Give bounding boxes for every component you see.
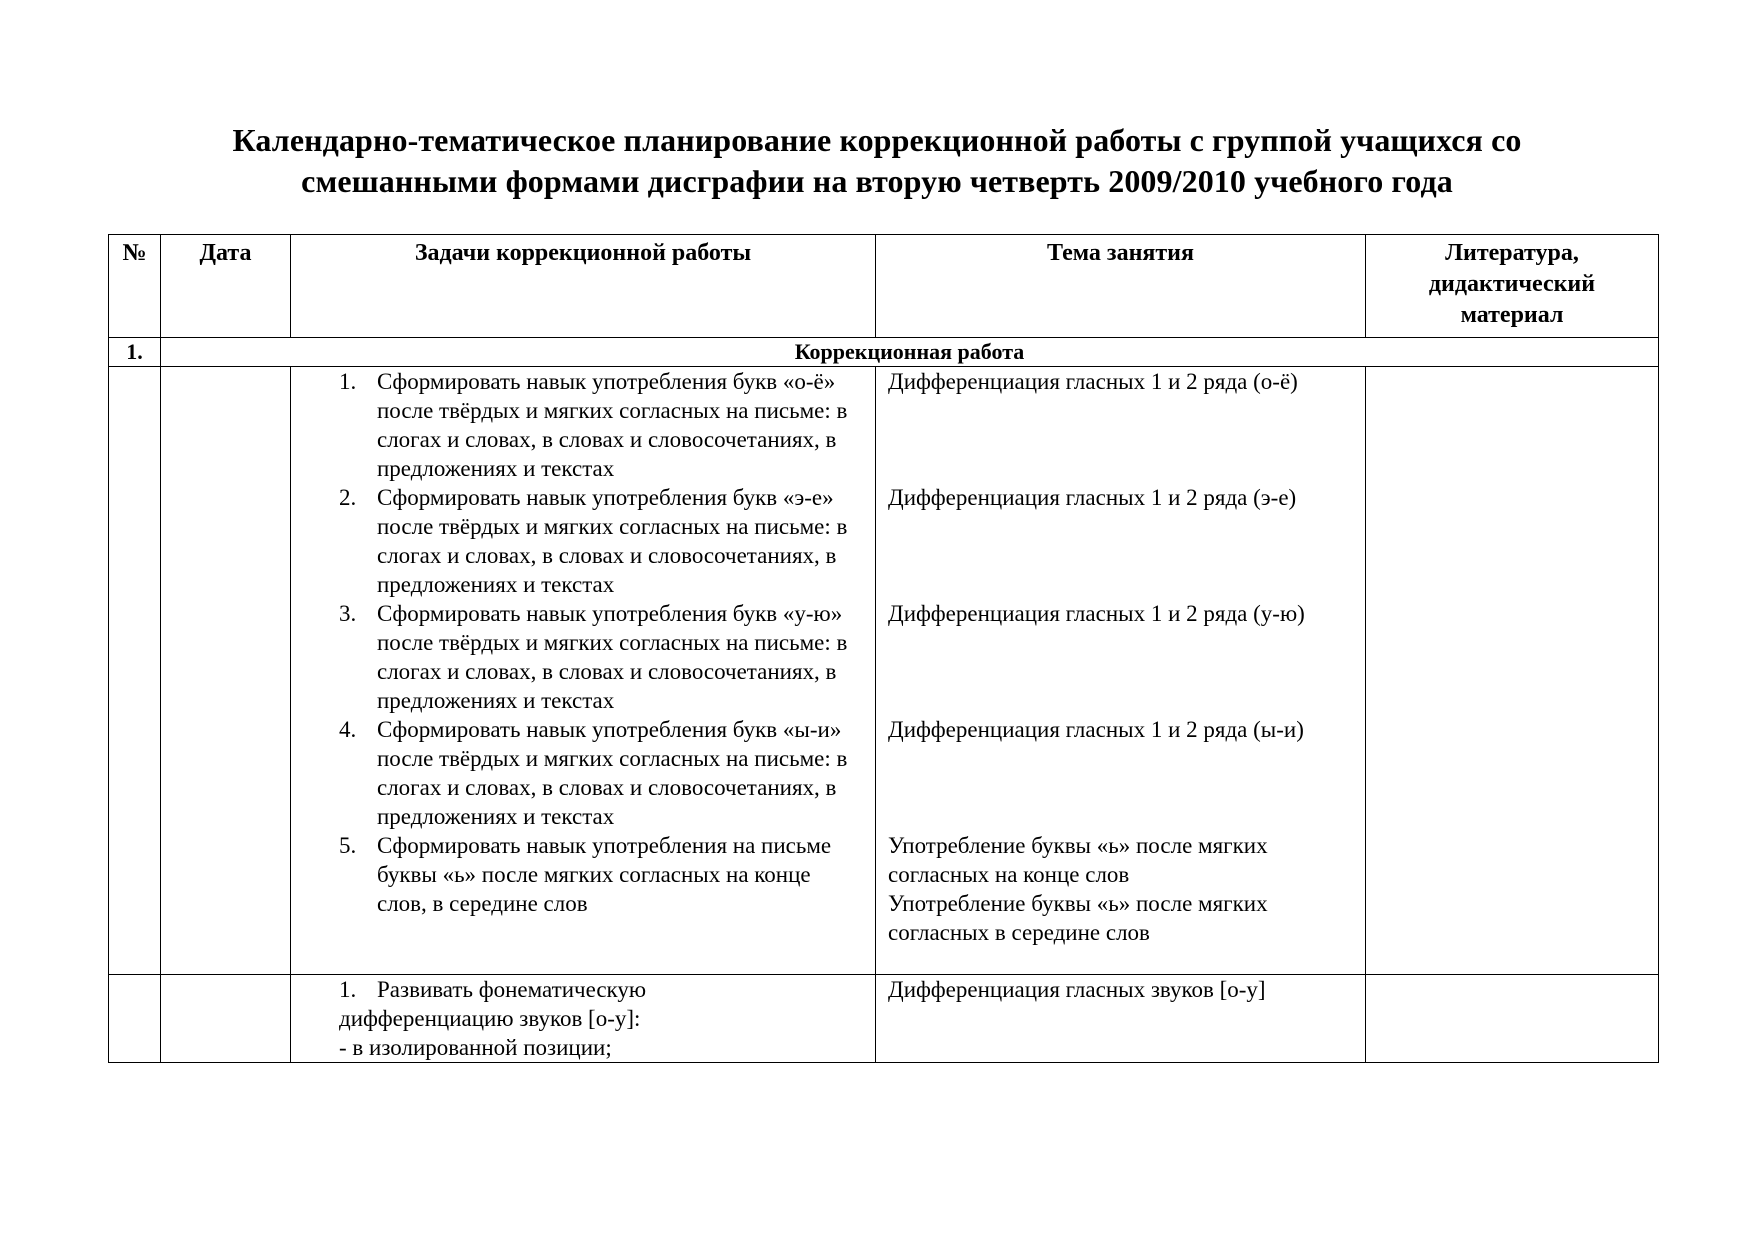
header-tasks: Задачи коррекционной работы <box>291 235 876 338</box>
row-number-cell <box>109 975 161 1063</box>
section-row <box>109 338 1659 367</box>
topic-text: Дифференциация гласных 1 и 2 ряда (о-ё) <box>888 369 1298 394</box>
task-number: 3. <box>339 601 357 626</box>
header-date: Дата <box>161 235 291 338</box>
topic-text: Дифференциация гласных 1 и 2 ряда (у-ю) <box>888 601 1305 626</box>
task-line: дифференциацию звуков [о-у]: <box>339 1006 641 1031</box>
list-item <box>339 367 863 483</box>
topic-text: Дифференциация гласных звуков [о-у] <box>888 977 1266 1002</box>
task-text: Сформировать навык употребления букв «о-ё» после твёрдых и мягких согласных на письме: в слогах и словах, в словах и словосочетаниях, в предложениях и текстах <box>377 369 848 481</box>
task-text: Сформировать навык употребления на письме буквы «ь» после мягких согласных на конце слов, в середине слов <box>377 833 832 916</box>
header-number: № <box>109 235 161 338</box>
task-text: Сформировать навык употребления букв «ы-и» после твёрдых и мягких согласных на письме: в слогах и словах, в словах и словосочетаниях, в предложениях и текстах <box>377 717 848 829</box>
table-row <box>109 975 1659 1063</box>
topics-cell <box>876 975 1366 1063</box>
topics-cell <box>876 367 1366 975</box>
task-text: Сформировать навык употребления букв «э-е» после твёрдых и мягких согласных на письме: в слогах и словах, в словах и словосочетаниях, в предложениях и текстах <box>377 485 848 597</box>
task-number: 2. <box>339 485 357 510</box>
literature-cell <box>1366 367 1659 975</box>
title-line-1: Календарно-тематическое планирование коррекционной работы с группой учащихся со <box>232 122 1522 158</box>
section-number: 1. <box>109 338 161 367</box>
task-text: Сформировать навык употребления букв «у-ю» после твёрдых и мягких согласных на письме: в слогах и словах, в словах и словосочетаниях, в предложениях и текстах <box>377 601 848 713</box>
topic-text: Употребление буквы «ь» после мягких согласных в середине слов <box>888 891 1268 945</box>
document-title <box>60 120 1694 202</box>
tasks-cell <box>291 975 876 1063</box>
tasks-cell <box>291 367 876 975</box>
literature-cell <box>1366 975 1659 1063</box>
list-item <box>339 831 863 918</box>
task-list <box>291 367 875 918</box>
list-item <box>339 599 863 715</box>
header-literature: Литература, дидактический материал <box>1366 235 1659 338</box>
task-number: 5. <box>339 833 357 858</box>
list-item <box>339 483 863 599</box>
header-topic: Тема занятия <box>876 235 1366 338</box>
topic-text: Дифференциация гласных 1 и 2 ряда (ы-и) <box>888 717 1304 742</box>
row-number-cell <box>109 367 161 975</box>
section-label: Коррекционная работа <box>161 338 1659 367</box>
topic-text: Дифференциация гласных 1 и 2 ряда (э-е) <box>888 485 1297 510</box>
task-number: 1. <box>339 977 357 1002</box>
row-date-cell <box>161 975 291 1063</box>
row-date-cell <box>161 367 291 975</box>
task-text: Развивать фонематическую <box>377 977 647 1002</box>
table-header-row <box>109 235 1659 338</box>
task-line <box>339 975 863 1004</box>
planning-table <box>108 234 1659 1063</box>
topic-text: Употребление буквы «ь» после мягких согласных на конце слов <box>888 833 1268 887</box>
task-line: - в изолированной позиции; <box>339 1035 612 1060</box>
table-row <box>109 367 1659 975</box>
title-line-2: смешанными формами дисграфии на вторую четверть 2009/2010 учебного года <box>301 163 1453 199</box>
task-number: 4. <box>339 717 357 742</box>
list-item <box>339 715 863 831</box>
task-number: 1. <box>339 369 357 394</box>
